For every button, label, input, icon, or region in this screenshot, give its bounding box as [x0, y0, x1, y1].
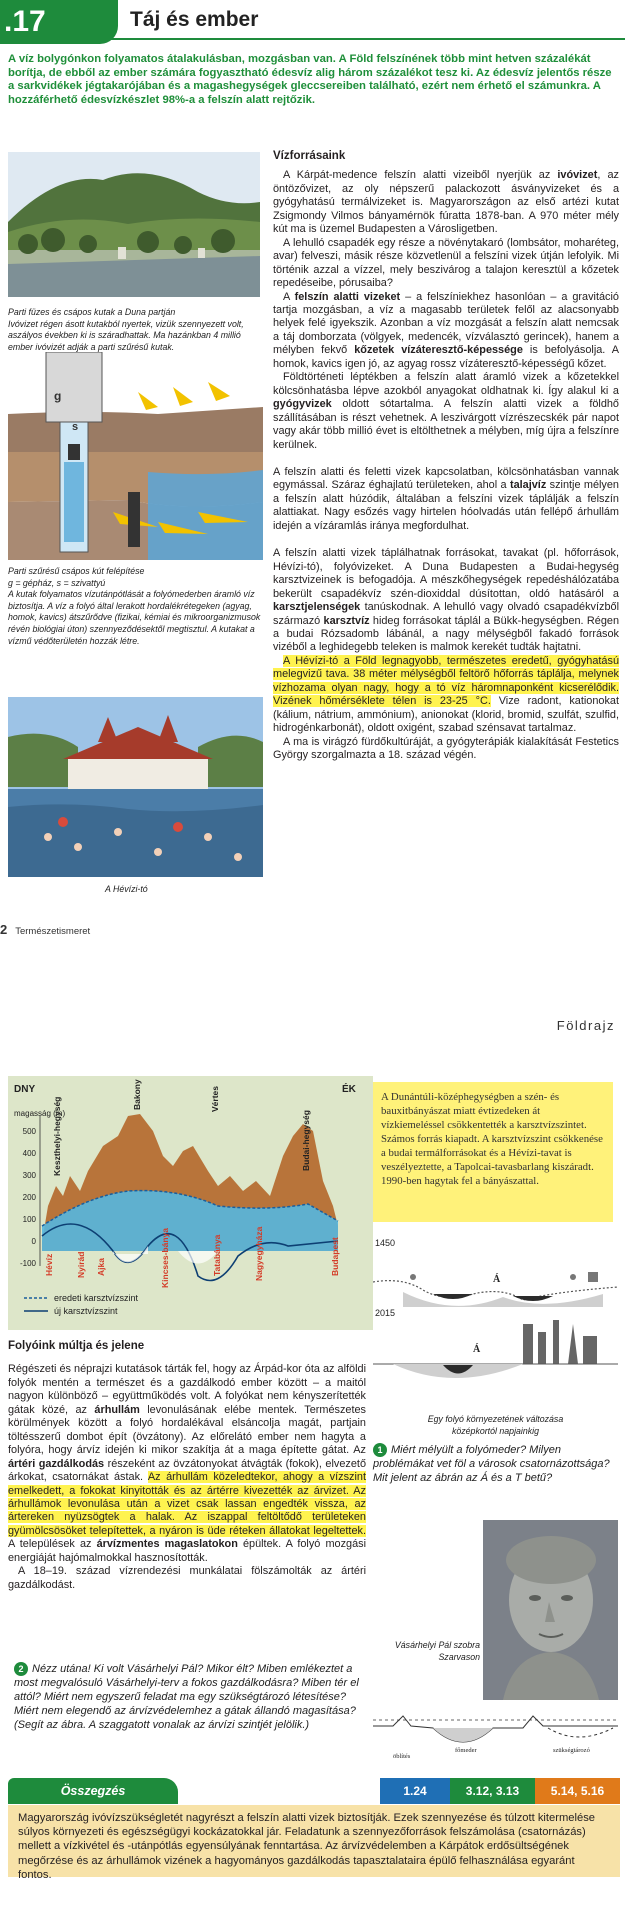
question-2-text: Nézz utána! Ki volt Vásárhelyi Pál? Mikor élt? Miben emlékeztet a most megvalósuló Vásárhelyi-terv a fokos gazdálkodásra? Miben tér el attól? Miért nem egyszerű feladat ma egy szükségtározó létesítése? Miért nem elegendő az árvízvédelemhez a gátak állandó magasítása? (Segít az ábra. A szaggatott vonalak az árvízi szintjét jelölik.) — [14, 1663, 359, 1731]
well-caption-legend: g = gépház, s = szivattyú — [8, 577, 106, 588]
town-label: Ajka — [96, 1258, 106, 1276]
text-run: is befolyásolja. A homok, kavics igen jó, az agyag rossz vízáteresztő-képességű kőzet. — [273, 344, 620, 370]
bold-term: ártéri gazdálkodás — [8, 1457, 105, 1470]
summary-tag-3: 5.14, 5.16 — [535, 1778, 620, 1804]
bold-term: talajvíz — [509, 479, 547, 492]
text-run: tanúskodnak. A lehulló vagy olvadó csapadékvízből származó — [273, 601, 619, 627]
river-change-figure — [373, 1232, 618, 1412]
text-run: hideg forrásokat táplál a Bükk-hegységben. Régen a budai Rózsadomb lábánál, a nagy mélységből fakadó források vizéből a leghidegebb teleken is malmok kerekét tudták hajtatni. — [273, 614, 620, 654]
riverside-illustration — [8, 152, 260, 297]
statue-caption — [380, 1640, 480, 1663]
text-run: A lehulló csapadék egy része a növénytakaró (lombsátor, moharéteg, avar) felveszi, másik része közvetlenül a felszíni vizek útján lefolyik. Mi történik azzal a vízzel, mely beszivárog a talajon keresztül a kőzetek repedéseibe, pórusaiba? — [273, 236, 619, 290]
river-caption-line2: középkortól napjainkig — [451, 1425, 540, 1436]
question-1-text: Miért mélyült a folyómeder? Milyen problémákat vet föl a városok csatornázottsága? Mit jelent az ábrán az Á és a T betű? — [373, 1444, 610, 1484]
well-caption-body: A kutak folyamatos vízutánpótlását a folyómederben áramló víz biztosítja. A víz a folyó által lerakott hordalékrétegeken (agyag, homok, kavics) átszűrődve (fizikai, kémiai és mikroorganizmusok révén biológiai úton) szennyeződésektől megtisztul. A kutakat a vízmű védőterületén hozzák létre. — [8, 589, 261, 646]
bold-term: ivóvizet — [557, 169, 598, 182]
well-label-g: g — [54, 389, 62, 403]
y-tick: 200 — [22, 1193, 36, 1202]
y-tick: 400 — [22, 1149, 36, 1158]
well-diagram — [8, 352, 263, 560]
text-run: Földtörténeti léptékben a felszín alatt áramló vizek a kőzetekkel kölcsönhatásba lépve azokból anyagokat oldhatnak ki. Így alakul ki a — [273, 371, 619, 397]
xs-label-2: főmeder — [455, 1747, 477, 1754]
lesson-number: .17 — [0, 0, 118, 44]
bold-term: kőzetek vízáteresztő-képessége — [354, 344, 523, 357]
riverside-caption-body: Ivóvizet régen ásott kutakból nyertek, vizük szennyezett volt, aszályos években ki is száradhattak. Ma hazánkban 4 millió ember ivóvizét adják a parti szűrésű kutak. — [8, 318, 244, 352]
river-label-a: Á — [493, 1274, 501, 1285]
article-paragraph — [273, 237, 619, 291]
town-label: Nagyegyháza — [254, 1226, 264, 1281]
legend-old-label: eredeti karsztvízszint — [54, 1293, 139, 1303]
lesson-title: Táj és ember — [130, 8, 259, 31]
page-number: 2 — [0, 922, 8, 937]
river-change-caption — [373, 1414, 618, 1437]
text-run: oldott sótartalma. A felszín alatti vizek a földhő szállításában is részt vehetnek. A leszivárgott vízrészecskék pár napot vagy akár több millió évet is eltölthetnek a mélyben, míg újra a felszínre kerülnek. — [273, 398, 619, 451]
summary-tag-1: 1.24 — [380, 1778, 450, 1804]
page-footer-left — [0, 922, 90, 937]
chart-corner-left: DNY — [14, 1084, 36, 1095]
text-run: A felszín alatti vizek táplálhatnak forrásokat, tavakat (pl. hőforrások, Hévízi-tó), folyóvizeket. A Duna Budapesten a Budai-hegység karsztvizeinek is befogadója. A mészkőhegységek repedéshálózatába bekerült csapadékvíz szén-dioxiddal dúsítottan, oldó hatásáról a — [273, 547, 619, 600]
question-1 — [373, 1443, 618, 1485]
question-2 — [14, 1662, 364, 1732]
article-paragraph — [273, 291, 619, 372]
statue-caption-line2: Szarvason — [438, 1651, 480, 1662]
section-title-folyoink: Folyóink múltja és jelene — [8, 1340, 145, 1352]
karst-chart-svg — [8, 1076, 373, 1330]
heviz-caption: A Hévízi-tó — [105, 884, 148, 894]
bold-term: karsztvíz — [323, 614, 370, 627]
statue-caption-line1: Vásárhelyi Pál szobra — [394, 1640, 480, 1650]
subject-header-right: Földrajz — [556, 1018, 615, 1033]
subject-label: Természetismeret — [15, 926, 91, 937]
summary-text: Magyarország ivóvízszükségletét nagyrészt a felszín alatti vizek biztosítják. Ezek szennyezése és túlzott kitermelése súlyos környezeti és egészségügyi kockázatokkal jár. Feladatunk a szennyezőforrások felszámolása (csatornázás) mellett a vízkivétel és -utánpótlás egyensúlyának fenntartása. Az árvízvédelemben a Kárpátok erdősültségének megőrzése és az árhullámok vizének a hagyományos gazdálkodás tapasztalataira épülő felhasználása egyaránt fontos. — [8, 1805, 620, 1877]
article-paragraph — [273, 169, 619, 236]
article-paragraph-highlighted — [273, 655, 619, 736]
section-title-vizforrasaink: Vízforrásaink — [273, 150, 346, 162]
article-paragraph — [273, 466, 619, 533]
town-label: Nyirád — [76, 1251, 86, 1278]
town-label: Tatabánya — [212, 1234, 222, 1276]
riverside-caption — [8, 307, 263, 353]
karst-info-box: A Dunántúli-középhegységben a szén- és bauxitbányászat miatt évtizedeken át vízkiemeléssel csökkentették a karsztvízszintet. Számos forrás kiapadt. A karsztvízszint csökkenése a budai termálforrásokat és a Hévízi-tavat is veszélyeztette, a Tapolcai-tavasbarlang kiszáradt. 1990-ben hagytak fel a bányászattal. — [373, 1082, 613, 1222]
town-label: Hévíz — [44, 1253, 54, 1276]
text-run: épültek. A folyó mozgási energiáját hajómalmokkal hasznosították. — [8, 1538, 367, 1564]
well-caption-title: Parti szűrésű csápos kút felépítése — [8, 566, 145, 576]
text-run: Régészeti és néprajzi kutatások tárták fel, hogy az Árpád-kor óta az alföldi folyók mentén a természet és a gazdálkodó ember között – a maitól nagyon különböző – együttműködés volt. A folyókat nem kényszerítették gátak közé, az — [8, 1363, 366, 1416]
river-year-2: 2015 — [375, 1308, 396, 1318]
y-tick: 500 — [22, 1127, 36, 1136]
bold-term: árvízmentes magaslatokon — [96, 1538, 238, 1551]
legend-new-label: új karsztvízszint — [54, 1306, 118, 1316]
well-label-s: s — [72, 421, 79, 433]
river-label-a-2: Á — [473, 1344, 481, 1355]
question-number-2: 2 — [14, 1662, 28, 1676]
y-tick: -100 — [19, 1259, 36, 1268]
river-caption-line1: Egy folyó környezetének változása — [427, 1414, 564, 1424]
chart-corner-right: ÉK — [342, 1084, 356, 1095]
range-label: Bakony — [132, 1079, 142, 1110]
text-run: A települések az — [8, 1538, 97, 1551]
y-tick: 300 — [22, 1171, 36, 1180]
statue-photo — [483, 1520, 618, 1700]
text-run: szintje mélyen a felszín alatt húzódik, általában a felszíni vizek táplálják a felszín alattiakat. Nagy esőzés vagy hirtelen hóolvadás után fellépő árhullám idején a vízáramlás iránya megfordulhat. — [273, 479, 619, 532]
intro-text: A víz bolygónkon folyamatos átalakulásban, mozgásban van. A Föld felszínének több mint hetven százalékát borítja, de ebből az ember számára fogyasztható édesvíz alig három százalékot tesz ki. Az édesvíz jelentős része a sarkvidékek jégtakarójában és a magashegységek gleccsereiben található, ezért nem érhető el számunkra. A hozzáférhető édesvízkészlet 98%-a a felszín alatt rejtőzik. — [8, 53, 612, 106]
karst-cross-section-chart — [8, 1076, 373, 1330]
rivers-paragraph: A 18–19. század vízrendezési munkálatai fölszámolták az ártéri gazdálkodást. — [8, 1565, 366, 1591]
bold-term: árhullám — [94, 1403, 140, 1416]
y-tick: 100 — [22, 1215, 36, 1224]
flood-cross-section — [373, 1706, 618, 1766]
section-rivers — [8, 1340, 366, 1592]
summary-label: Összegzés — [8, 1778, 178, 1804]
range-label: Keszthelyi-hegység — [52, 1096, 62, 1176]
text-run: levonulásának elébe mentek. Természetes körülmények között a folyó hordalékával elsáncolja magát, partjain töltésszerű dombot épít (övzátony). Az előrelátó ember nem hagyta a folyóra, hogy árvíz idején ki mikor szakítja át a maga építette gátat. Az — [8, 1403, 366, 1457]
text-run: A felszín alatti és feletti vizek kapcsolatban, kölcsönhatásban vannak egymással. Száraz éghajlatú területeken, ahol a — [273, 465, 619, 492]
river-year-1: 1450 — [375, 1238, 396, 1248]
text-run: A ma is virágzó fürdőkultúráját, a gyógyterápiák kialakítását Festetics György szorgalmazta a 18. század végén. — [273, 735, 619, 762]
range-label: Vértes — [210, 1086, 220, 1112]
text-run: , az öntözővizet, az oly népszerű palackozott ásványvizeket és a gyógyhatású termálvizeket is. Magyarországon az első artézi kutat Zsigmondy Vilmos bányamérnök fúratta 1878-ban. A 970 méter mély kút ma is üzemel Budapesten a Városligetben. — [273, 169, 619, 236]
article-column — [273, 150, 619, 762]
text-run: A — [283, 290, 295, 303]
riverside-photo — [8, 152, 260, 297]
article-paragraph — [273, 736, 619, 763]
summary-tag-2: 3.12, 3.13 — [450, 1778, 535, 1804]
chart-ylabel: magasság (m) — [14, 1109, 66, 1118]
well-caption — [8, 566, 263, 647]
xs-label-1: öblítés — [393, 1753, 411, 1760]
text-run: A Kárpát-medence felszín alatti vizeiből nyerjük az — [283, 169, 558, 182]
y-tick: 0 — [31, 1237, 36, 1246]
town-label: Budapest — [330, 1237, 340, 1276]
bold-term: karsztjelenségek — [273, 601, 361, 614]
range-label: Budai-hegység — [301, 1110, 311, 1171]
bold-term: felszín alatti vizeket — [294, 290, 401, 303]
heviz-photo — [8, 697, 263, 877]
town-label: Kincses-bánya — [160, 1228, 170, 1288]
text-run: Vize radont, kationokat (kálium, nátrium, ammónium), anionokat (klorid, bromid, szulfát, szulfid, hidrogénkarbonát), oldott oxigént, szabad szénsavat tartalmaz. — [273, 695, 619, 735]
highlighted-text: Az árhullám közeledtekor, ahogy a vízszint emelkedett, a fokokat kinyitották és az ártérre kivezették az árvizet. Az árhullámok levonulása után a vizet csak lassan engedték vissza, az ártereken nyüzsögtek a halak. Az iszappal feltöltődő területeken gyümölcsösöket telepítettek, a nyáron is üde réteken állatokat legeltettek. — [8, 1471, 366, 1537]
highlighted-text: A Hévízi-tó a Föld legnagyobb, természetes eredetű, gyógyhatású melegvizű tava. 38 méter mélységből feltörő hőforrás táplálja, melynek vízhozama olyan nagy, hogy a tó víz háromnaponként kicserélődik. Vizének hőmérséklete télen is 23-25 °C. — [273, 654, 619, 708]
xs-label-3: szükségtározó — [553, 1747, 590, 1754]
rivers-paragraph — [8, 1363, 366, 1565]
text-run: részeként az övzátonyokat átvágták (fokok), elvezető árkokat, csatornákat ástak. — [8, 1457, 366, 1484]
article-paragraph — [273, 371, 619, 452]
text-run: – a felszíniekhez hasonlóan – a gravitáció tartja mozgásban, a víz a magasabb területek felől az alacsonyabb helyek felé igyekszik. Azonban a víz mozgását a felszín alatt nemcsak a táj domborzata (völgyek, medencék, vízválasztó gerincek), hanem a mélyben fekvő — [273, 290, 619, 357]
bold-term: gyógyvizek — [273, 398, 332, 411]
question-number-1: 1 — [373, 1443, 387, 1457]
riverside-caption-title: Parti füzes és csápos kutak a Duna partján — [8, 307, 176, 317]
article-paragraph — [273, 547, 619, 655]
